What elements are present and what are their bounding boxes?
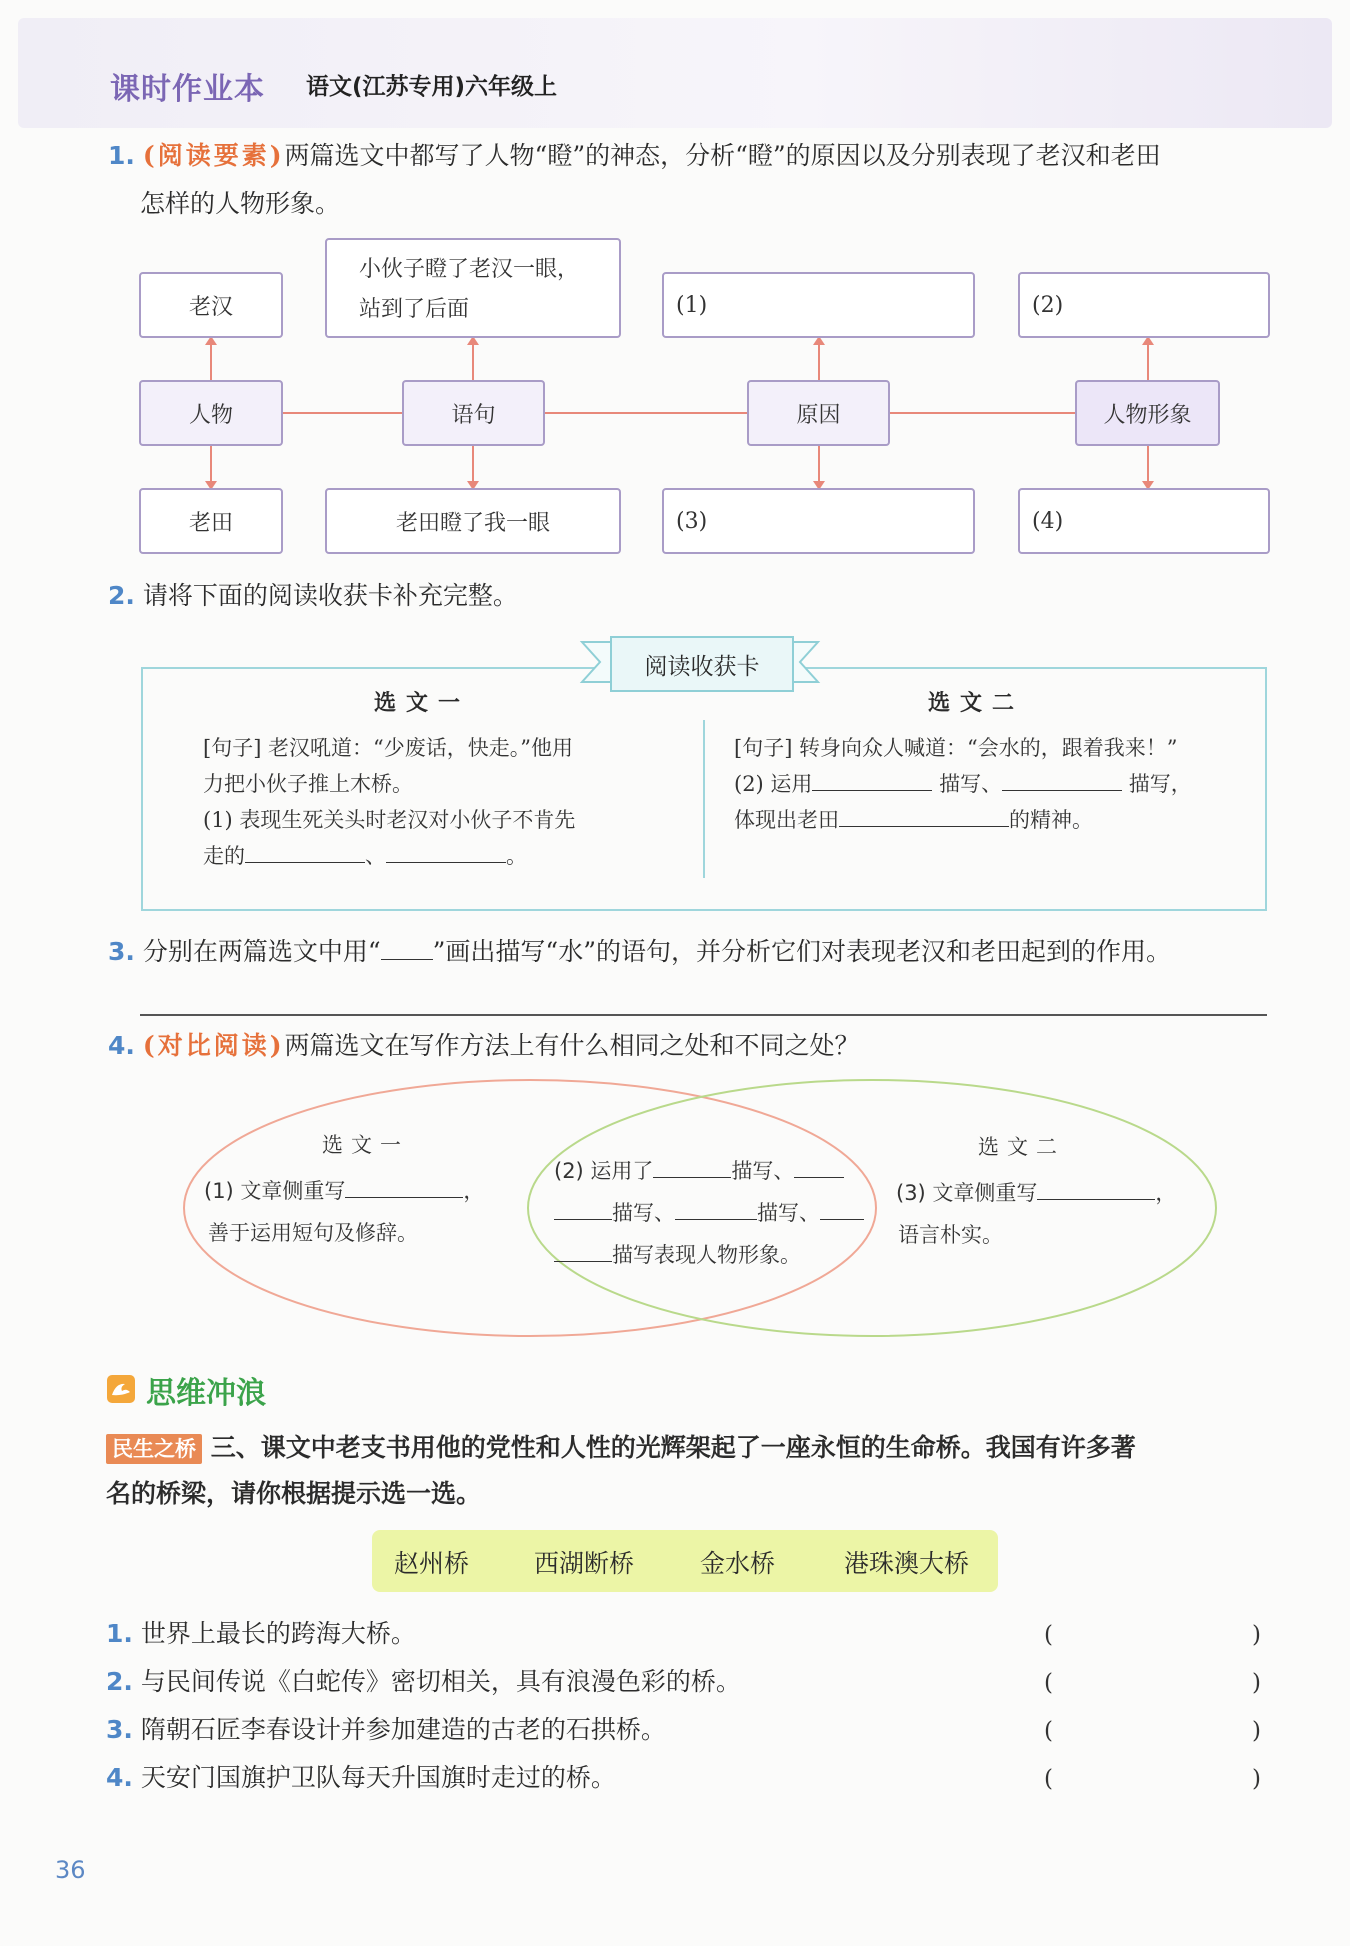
connector-line: [283, 412, 402, 414]
question-1-line2: 怎样的人物形象。: [140, 189, 341, 218]
box-sentence-top-line1: 小伙子瞪了老汉一眼，: [359, 257, 580, 282]
arrow-down: [818, 446, 820, 488]
blank-field[interactable]: [794, 1153, 844, 1178]
box-reason: 原因: [747, 380, 890, 446]
box-person-top: 老汉: [139, 272, 283, 338]
blank-field[interactable]: [1002, 766, 1122, 791]
blank-field[interactable]: [386, 838, 506, 863]
section-title: 思维冲浪: [146, 1376, 266, 1411]
answer-paren-close: ): [1252, 1622, 1261, 1648]
card-title: 阅读收获卡: [610, 636, 794, 692]
bridge-option: 赵州桥: [394, 1549, 470, 1578]
box-image-bottom: (4): [1018, 488, 1270, 554]
section-badge: 民生之桥: [106, 1434, 202, 1464]
arrow-up: [1147, 338, 1149, 380]
answer-paren-open: (: [1044, 1670, 1053, 1696]
answer-paren-open: (: [1044, 1766, 1053, 1792]
question-tag: (对比阅读): [142, 1031, 285, 1060]
underline-sample: [381, 935, 433, 960]
arrow-up: [210, 338, 212, 380]
card-left-line2: 力把小伙子推上木桥。: [203, 772, 413, 796]
venn-right-title: 选文二: [978, 1135, 1065, 1159]
card-right-line2: (2) 运用 描写、 描写，: [734, 766, 1254, 802]
card-right-heading: 选文二: [928, 691, 1025, 716]
box-sentence-top: [325, 238, 621, 338]
box-image-top: (2): [1018, 272, 1270, 338]
question-number: 1.: [108, 141, 135, 170]
wave-icon: [106, 1374, 136, 1404]
connector-line: [545, 412, 747, 414]
box-sentence-bottom: 老田瞪了我一眼: [325, 488, 621, 554]
bridge-item: 3. 隋朝石匠李春设计并参加建造的古老的石拱桥。: [106, 1715, 666, 1744]
bridge-item: 4. 天安门国旗护卫队每天升国旗时走过的桥。: [106, 1763, 616, 1792]
box-reason-bottom: (3): [662, 488, 975, 554]
question-text: 请将下面的阅读收获卡补充完整。: [142, 581, 518, 610]
question-text: 两篇选文在写作方法上有什么相同之处和不同之处？: [284, 1031, 860, 1060]
answer-paren-open: (: [1044, 1622, 1053, 1648]
header-brand: 课时作业本: [110, 72, 265, 107]
blank-field[interactable]: [245, 838, 365, 863]
bridge-item: 1. 世界上最长的跨海大桥。: [106, 1619, 416, 1648]
arrow-up: [818, 338, 820, 380]
answer-paren-close: ): [1252, 1718, 1261, 1744]
question-text: 两篇选文中都写了人物“瞪”的神态，分析“瞪”的原因以及分别表现了老汉和老田: [284, 141, 1161, 170]
blank-field[interactable]: [839, 802, 1009, 827]
answer-paren-close: ): [1252, 1670, 1261, 1696]
question-3: 3. 分别在两篇选文中用“ ”画出描写“水”的语句，并分析它们对表现老汉和老田起到的作用。: [108, 937, 1172, 966]
box-sentence-top-line2: 站到了后面: [359, 297, 470, 322]
connector-line: [890, 412, 1075, 414]
venn-left-line2: 善于运用短句及修辞。: [208, 1221, 418, 1245]
bridge-option: 港珠澳大桥: [844, 1549, 970, 1578]
arrow-down: [472, 446, 474, 488]
arrow-down: [1147, 446, 1149, 488]
blank-field[interactable]: [345, 1173, 463, 1198]
blank-field[interactable]: [554, 1195, 612, 1220]
answer-paren-close: ): [1252, 1766, 1261, 1792]
bridge-option: 西湖断桥: [534, 1549, 635, 1578]
venn-right-line2: 语言朴实。: [898, 1223, 1003, 1247]
box-sentence: 语句: [402, 380, 545, 446]
bridge-options: [372, 1530, 998, 1592]
card-right-text: [734, 730, 1254, 838]
blank-field[interactable]: [653, 1153, 731, 1178]
arrow-down: [210, 446, 212, 488]
box-person-bottom: 老田: [139, 488, 283, 554]
blank-field[interactable]: [1037, 1175, 1155, 1200]
answer-paren-open: (: [1044, 1718, 1053, 1744]
question-number: 4.: [108, 1031, 135, 1060]
card-left-line4: 走的 、 。: [203, 838, 663, 874]
box-reason-top: (1): [662, 272, 975, 338]
card-right-line1: [句子] 转身向众人喊道：“会水的，跟着我来！”: [734, 736, 1178, 760]
venn-mid-line1: (2) 运用了 描写、: [554, 1150, 844, 1192]
header-subtitle: 语文(江苏专用)六年级上: [306, 74, 558, 100]
blank-field[interactable]: [812, 766, 932, 791]
question-tag: (阅读要素): [142, 141, 285, 170]
venn-mid-line3: 描写表现人物形象。: [554, 1234, 801, 1276]
card-left-line1: [句子] 老汉吼道：“少废话，快走。”他用: [203, 736, 574, 760]
blank-field[interactable]: [554, 1237, 612, 1262]
venn-mid-line2: 描写、 描写、: [554, 1192, 864, 1234]
bridge-option: 金水桥: [700, 1549, 776, 1578]
card-left-text: [203, 730, 663, 874]
blank-field[interactable]: [820, 1195, 864, 1220]
box-image: 人物形象: [1075, 380, 1220, 446]
blank-field[interactable]: [675, 1195, 757, 1220]
card-divider: [703, 720, 705, 878]
question-4: [108, 1022, 860, 1070]
venn-right-line1: (3) 文章侧重写 ，: [896, 1172, 1176, 1214]
venn-left-line1: (1) 文章侧重写 ，: [204, 1170, 484, 1212]
question-1-line1: [108, 132, 1161, 180]
page-number: 36: [55, 1856, 86, 1884]
question-2: [108, 572, 518, 620]
card-left-heading: 选文一: [374, 691, 471, 716]
section-question-line2: 名的桥梁，请你根据提示选一选。: [106, 1479, 482, 1508]
card-left-line3: (1) 表现生死关头时老汉对小伙子不肯先: [203, 808, 576, 832]
venn-left-title: 选文一: [322, 1133, 409, 1157]
arrow-up: [472, 338, 474, 380]
answer-line[interactable]: [140, 1014, 1267, 1016]
question-number: 2.: [108, 581, 135, 610]
card-right-line3: 体现出老田 的精神。: [734, 802, 1254, 838]
question-number: 3.: [108, 937, 135, 966]
section-question-line1: 民生之桥 三、课文中老支书用他的党性和人性的光辉架起了一座永恒的生命桥。我国有许多著: [106, 1424, 1136, 1472]
box-person: 人物: [139, 380, 283, 446]
bridge-item: 2. 与民间传说《白蛇传》密切相关，具有浪漫色彩的桥。: [106, 1667, 741, 1696]
